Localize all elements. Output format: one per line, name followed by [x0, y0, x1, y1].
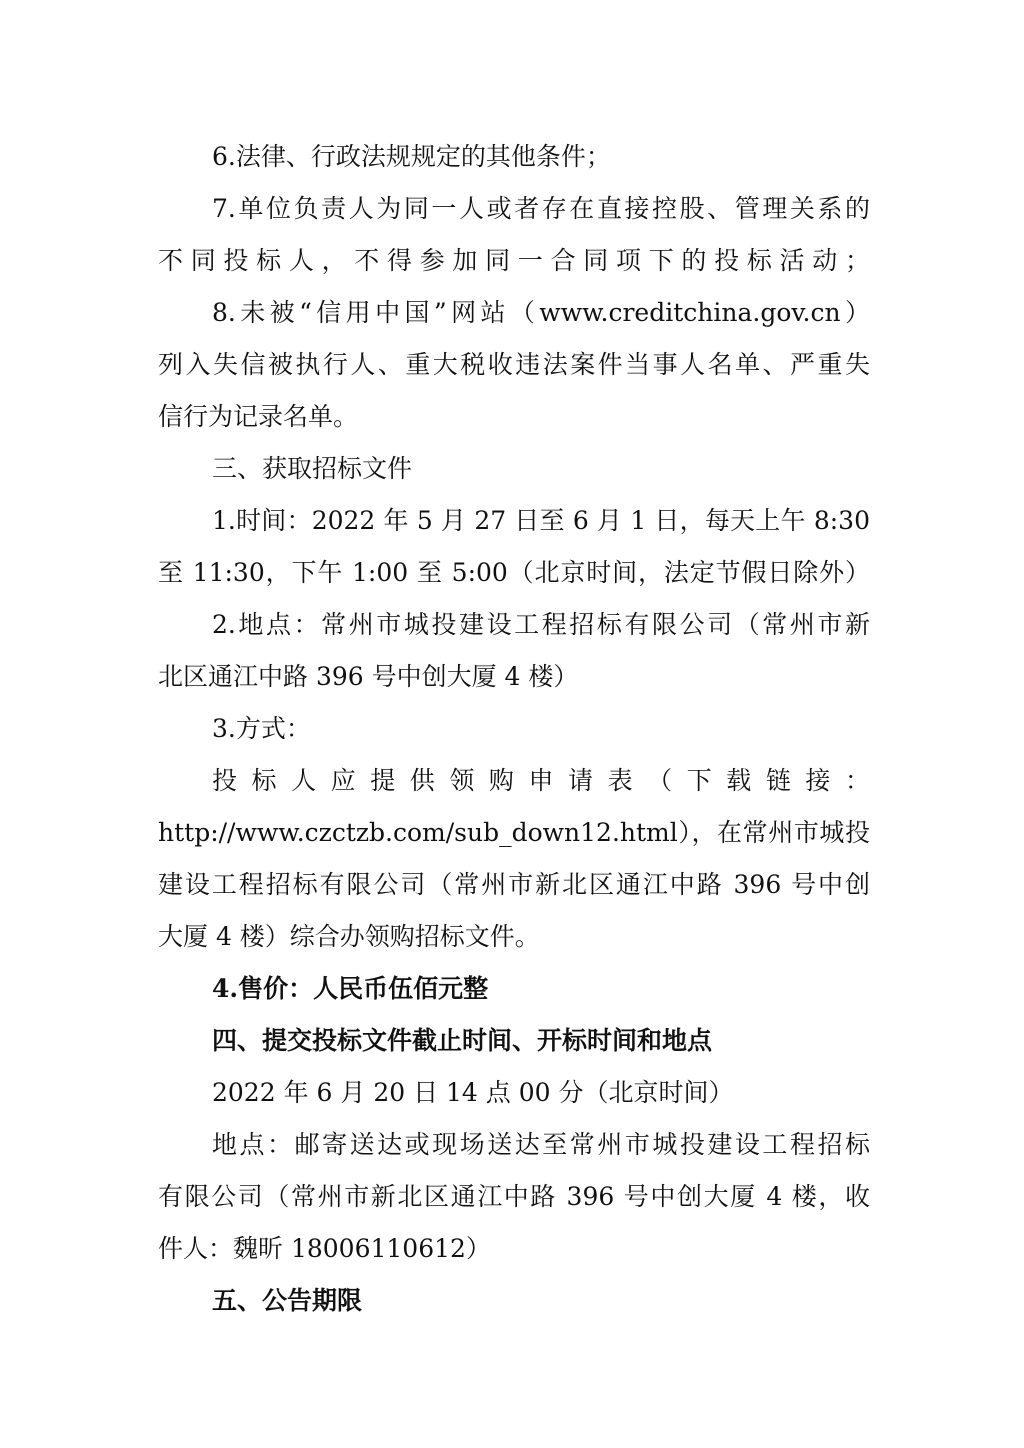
text-line: 7.单位负责人为同一人或者存在直接控股、管理关系的 [212, 194, 870, 223]
text-line: 2022 年 6 月 20 日 14 点 00 分（北京时间） [212, 1078, 734, 1107]
text-line: 投标人应提供领购申请表（下载链接： [212, 766, 870, 795]
text-line: 建设工程招标有限公司（常州市新北区通江中路 396 号中创 [158, 870, 870, 899]
text-line: http://www.czctzb.com/sub_down12.html），在常州市城投 [158, 818, 870, 847]
text-line: 1.时间：2022 年 5 月 27 日至 6 月 1 日，每天上午 8:30 [212, 506, 870, 535]
text-line: 信行为记录名单。 [158, 402, 359, 431]
text-line: 4.售价：人民币伍佰元整 [212, 974, 489, 1003]
text-line: 有限公司（常州市新北区通江中路 396 号中创大厦 4 楼，收 [158, 1182, 870, 1211]
text-line: 2.地点：常州市城投建设工程招标有限公司（常州市新 [212, 610, 870, 639]
text-line: 6.法律、行政法规规定的其他条件； [212, 142, 611, 171]
section-heading: 五、公告期限 [212, 1286, 363, 1315]
text-line: 至 11:30，下午 1:00 至 5:00（北京时间，法定节假日除外） [158, 558, 870, 587]
text-line: 列入失信被执行人、重大税收违法案件当事人名单、严重失 [158, 350, 870, 379]
text-line: 不同投标人，不得参加同一合同项下的投标活动； [158, 246, 870, 275]
text-line: 北区通江中路 396 号中创大厦 4 楼） [158, 662, 579, 691]
text-line: 件人：魏昕 18006110612） [158, 1234, 491, 1263]
section-heading: 四、提交投标文件截止时间、开标时间和地点 [212, 1026, 713, 1055]
section-heading: 三、获取招标文件 [212, 454, 413, 483]
text-line: 8.未被“信用中国”网站（www.creditchina.gov.cn） [212, 298, 870, 327]
text-line: 大厦 4 楼）综合办领购招标文件。 [158, 922, 540, 951]
text-line: 地点：邮寄送达或现场送达至常州市城投建设工程招标 [212, 1130, 870, 1159]
text-line: 3.方式： [212, 714, 311, 743]
